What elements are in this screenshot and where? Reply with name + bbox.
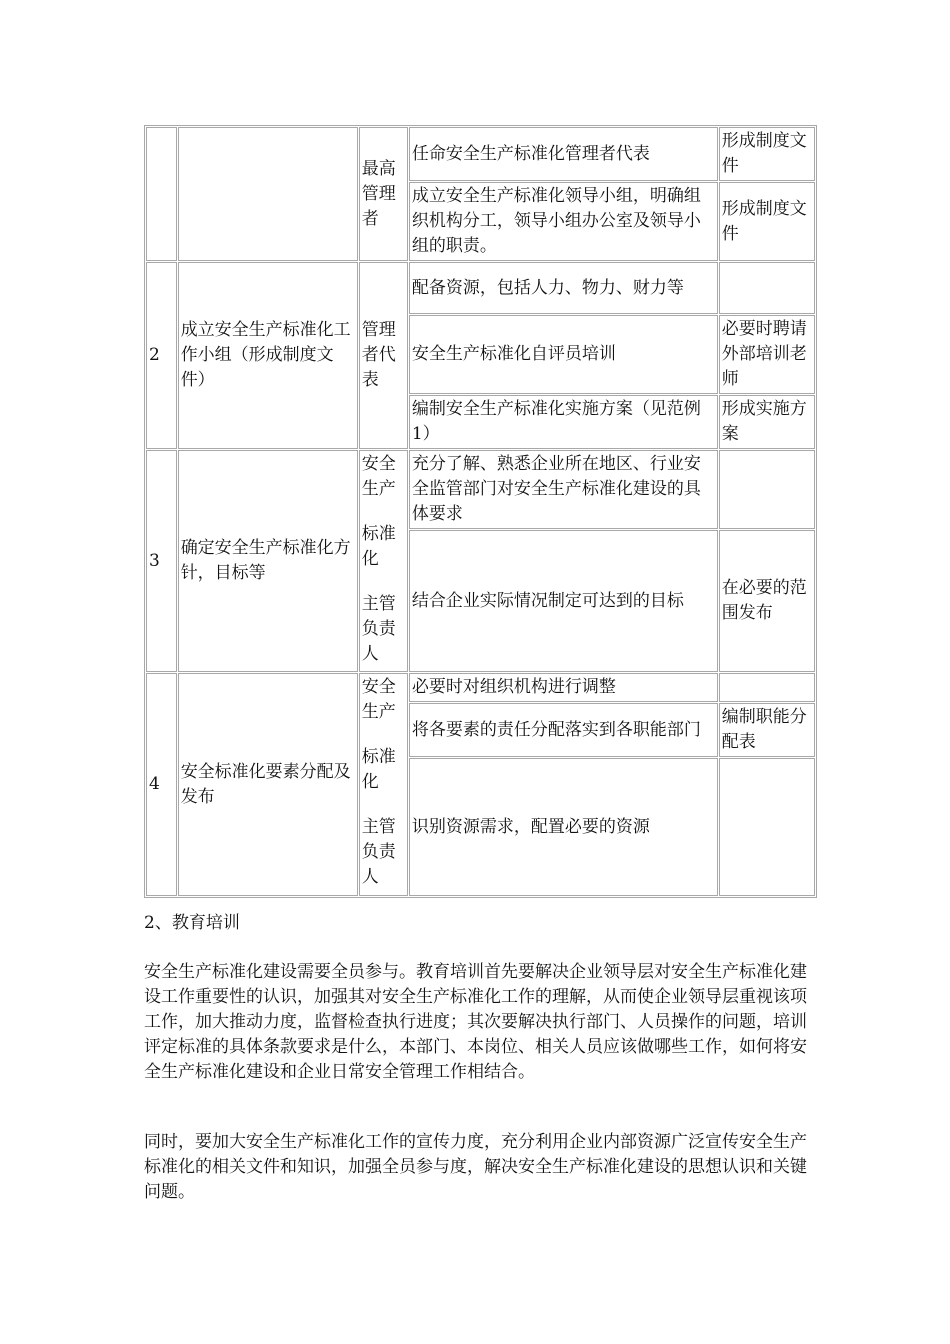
responsible-part: 安全生产 <box>361 677 396 722</box>
responsible-cell <box>359 673 408 896</box>
task-table <box>144 125 817 898</box>
content-cell: 安全生产标准化自评员培训 <box>409 315 718 394</box>
output-cell: 形成制度文件 <box>719 127 815 181</box>
table-row <box>146 262 815 314</box>
responsible-cell <box>359 450 408 672</box>
responsible-part: 主管负责人 <box>361 817 396 887</box>
responsible-part: 标准化 <box>361 524 396 569</box>
responsible-cell: 管理者代表 <box>359 262 408 449</box>
output-cell: 编制职能分配表 <box>719 703 815 757</box>
content-cell: 任命安全生产标准化管理者代表 <box>409 127 718 181</box>
responsible-part: 主管负责人 <box>361 594 396 664</box>
table-row <box>146 450 815 529</box>
content-cell: 结合企业实际情况制定可达到的目标 <box>409 530 718 672</box>
row-number-cell: 2 <box>146 262 177 449</box>
row-number-cell <box>146 127 177 261</box>
content-cell: 充分了解、熟悉企业所在地区、行业安全监管部门对安全生产标准化建设的具体要求 <box>409 450 718 529</box>
output-cell <box>719 758 815 896</box>
table-row <box>146 127 815 181</box>
section-heading: 2、教育培训 <box>144 913 240 933</box>
row-number-cell: 3 <box>146 450 177 672</box>
responsible-cell: 最高管理者 <box>359 127 408 261</box>
body-paragraph: 安全生产标准化建设需要全员参与。教育培训首先要解决企业领导层对安全生产标准化建设工作重要性的认识，加强其对安全生产标准化工作的理解，从而使企业领导层重视该项工作，加大推动力度，监督检查执行进度；其次要解决执行部门、人员操作的问题，培训评定标准的具体条款要求是什么，本部门、本岗位、相关人员应该做哪些工作，如何将安全生产标准化建设和企业日常安全管理工作相结合。 <box>144 962 807 1082</box>
output-cell: 在必要的范围发布 <box>719 530 815 672</box>
output-cell: 形成制度文件 <box>719 182 815 261</box>
output-cell <box>719 450 815 529</box>
row-number-cell: 4 <box>146 673 177 896</box>
task-cell <box>178 127 358 261</box>
body-paragraph: 同时，要加大安全生产标准化工作的宣传力度，充分利用企业内部资源广泛宣传安全生产标准化的相关文件和知识，加强全员参与度，解决安全生产标准化建设的思想认识和关键问题。 <box>144 1132 807 1202</box>
content-cell: 将各要素的责任分配落实到各职能部门 <box>409 703 718 757</box>
output-cell <box>719 262 815 314</box>
output-cell: 形成实施方案 <box>719 395 815 449</box>
task-cell: 确定安全生产标准化方针，目标等 <box>178 450 358 672</box>
responsible-part: 标准化 <box>361 747 396 792</box>
content-cell: 必要时对组织机构进行调整 <box>409 673 718 702</box>
output-cell <box>719 673 815 702</box>
task-cell: 成立安全生产标准化工作小组（形成制度文件） <box>178 262 358 449</box>
content-cell: 编制安全生产标准化实施方案（见范例 1） <box>409 395 718 449</box>
task-cell: 安全标准化要素分配及发布 <box>178 673 358 896</box>
content-cell: 识别资源需求，配置必要的资源 <box>409 758 718 896</box>
content-cell: 成立安全生产标准化领导小组，明确组织机构分工，领导小组办公室及领导小组的职责。 <box>409 182 718 261</box>
output-cell: 必要时聘请外部培训老师 <box>719 315 815 394</box>
content-cell: 配备资源，包括人力、物力、财力等 <box>409 262 718 314</box>
table-row <box>146 673 815 702</box>
responsible-part: 安全生产 <box>361 454 396 499</box>
